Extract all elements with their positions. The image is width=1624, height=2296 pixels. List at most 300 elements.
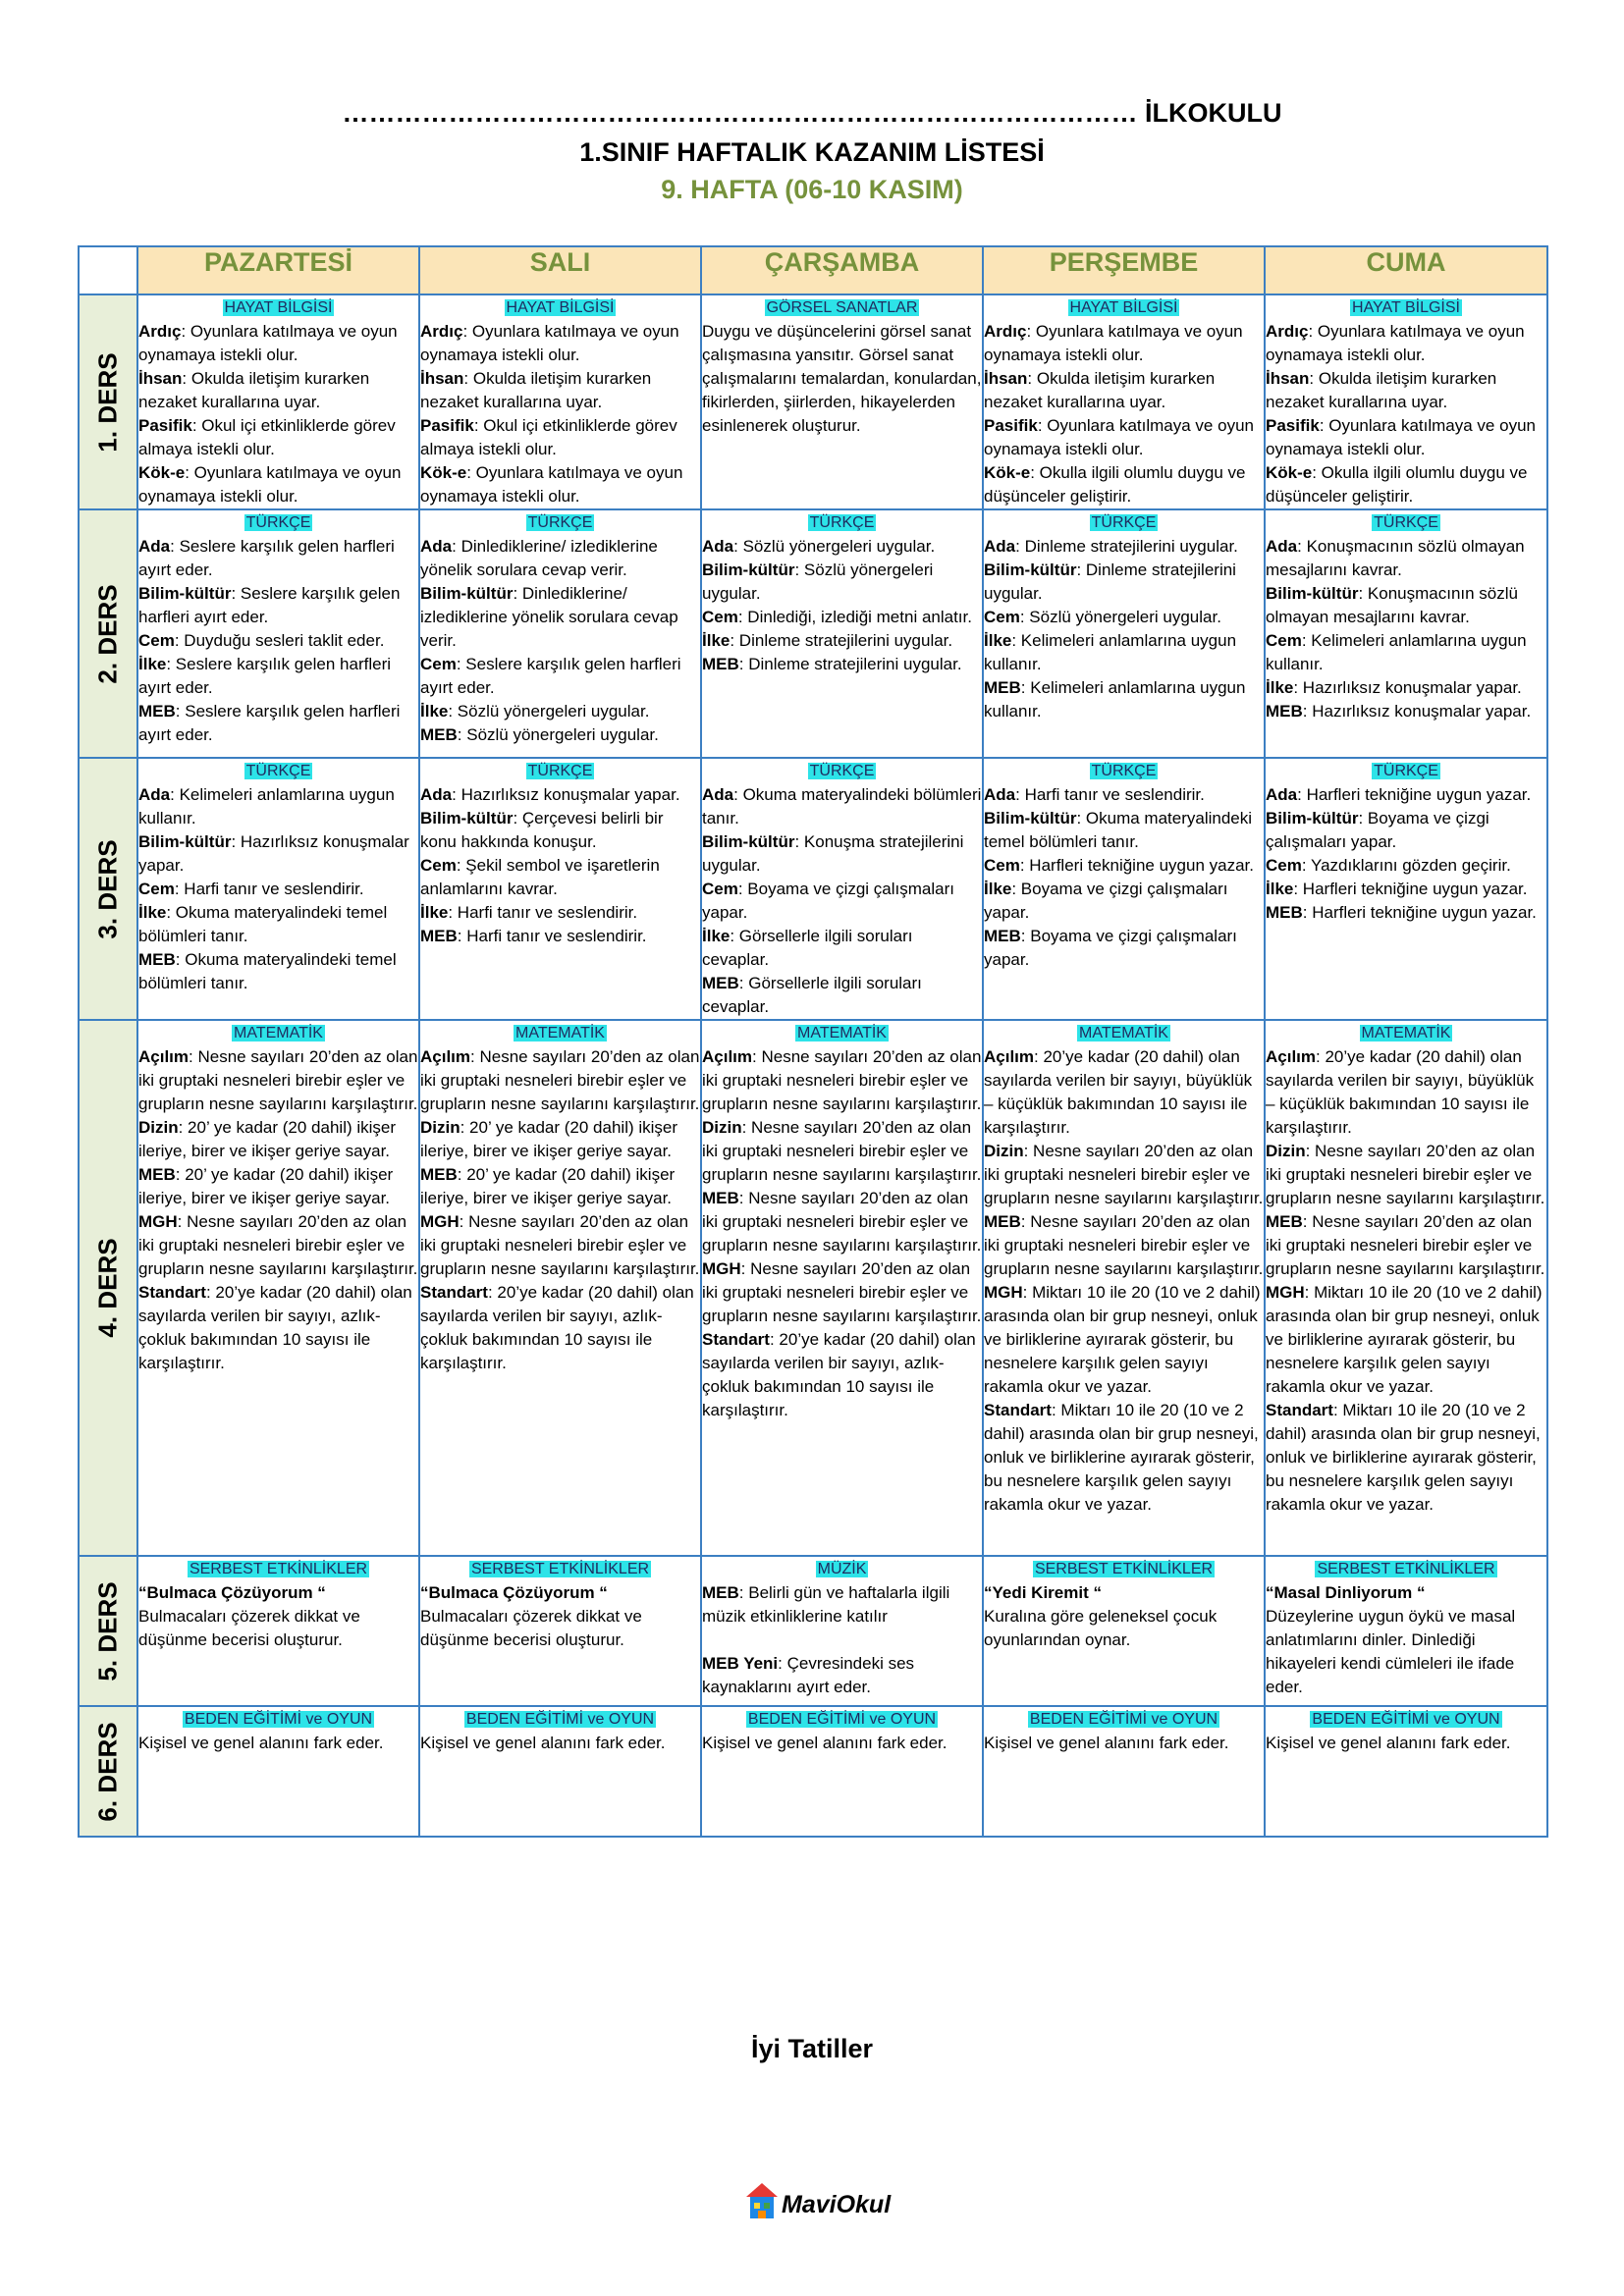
source-key: Ada [984, 785, 1016, 804]
lesson-cell-wednesday [701, 758, 983, 1020]
outcome-item [138, 367, 418, 414]
lesson-row [79, 294, 1547, 509]
source-key: Dizin [1266, 1142, 1306, 1160]
outcome-item [1266, 1210, 1546, 1281]
subject-heading [420, 1557, 700, 1581]
lesson-cell-tuesday [419, 509, 701, 758]
subject-label: TÜRKÇE [1374, 763, 1438, 779]
outcome-item [984, 1281, 1264, 1399]
outcome-item [702, 925, 982, 972]
outcome-item [702, 629, 982, 653]
source-key: Ardıç [138, 322, 182, 341]
lesson-cell-friday [1265, 1706, 1547, 1837]
outcome-text: : Harfleri tekniğine uygun yazar. [1302, 903, 1537, 922]
outcome-text: : 20’ ye kadar (20 dahil) ikişer ileriye, birer ve ikişer geriye sayar. [138, 1165, 394, 1207]
outcome-text: : Hazırlıksız konuşmalar yapar. [138, 832, 409, 875]
source-key: Pasifik [984, 416, 1038, 435]
lesson-cell-wednesday [701, 1556, 983, 1706]
outcome-text: : Harfi tanır ve seslendirir. [174, 880, 364, 898]
subject-label: TÜRKÇE [1091, 763, 1157, 779]
outcome-text: : Çevresindeki ses kaynaklarını ayırt eder. [702, 1654, 915, 1696]
outcome-text: : Nesne sayıları 20’den az olan iki gruptaki nesneleri birebir eşler ve grupların nesne sayılarını karşılaştırır. [138, 1047, 418, 1113]
source-key: Kök-e [1266, 463, 1313, 482]
lesson-label-text: 2. DERS [92, 583, 123, 684]
lesson-label [79, 758, 137, 1020]
subject-heading [138, 759, 418, 783]
subject-heading [702, 510, 982, 535]
lesson-cell-friday [1265, 509, 1547, 758]
page-title: 1.SINIF HAFTALIK KAZANIM LİSTESİ [579, 137, 1045, 167]
outcome-text: : Seslere karşılık gelen harfleri ayırt eder. [138, 655, 392, 697]
outcome-text: : Sözlü yönergeleri uygular. [733, 537, 936, 556]
source-key: Açılım [984, 1047, 1035, 1066]
outcome-text: : 20’ye kadar (20 dahil) olan sayılarda verilen bir sayıyı, azlık-çokluk bakımından 10 sayısı ile karşılaştırır. [138, 1283, 412, 1372]
subject-label: BEDEN EĞİTİMİ ve OYUN [184, 1711, 373, 1728]
logo-text: MaviOkul [782, 2191, 892, 2218]
subject-label: TÜRKÇE [1091, 514, 1157, 531]
subject-heading [984, 510, 1264, 535]
outcome-item [138, 1581, 418, 1605]
source-key: MEB [138, 1165, 176, 1184]
outcome-item [1266, 676, 1546, 700]
outcome-text: : Nesne sayıları 20’den az olan iki gruptaki nesneleri birebir eşler ve grupların nesne sayılarını karşılaştırır. [984, 1212, 1264, 1278]
source-key: MEB [984, 1212, 1021, 1231]
outcome-text: : Oyunlara katılmaya ve oyun oynamaya istekli olur. [1266, 416, 1536, 458]
outcome-item [138, 461, 418, 508]
subject-heading [420, 1021, 700, 1045]
outcome-text: Düzeylerine uygun öykü ve masal anlatımlarını dinler. Dinlediği hikayeleri kendi cümleleri ile ifade eder. [1266, 1607, 1516, 1696]
subject-heading [1266, 510, 1546, 535]
outcome-item [420, 1163, 700, 1210]
subject-label: MATEMATİK [234, 1025, 323, 1041]
lesson-label-text: 1. DERS [92, 351, 123, 453]
outcome-text: : Kelimeleri anlamlarına uygun kullanır. [1266, 631, 1527, 673]
lesson-cell-tuesday [419, 294, 701, 509]
outcome-text: : Oyunlara katılmaya ve oyun oynamaya istekli olur. [420, 322, 679, 364]
outcome-text: : Okuma materyalindeki bölümleri tanır. [702, 785, 982, 828]
outcome-item [702, 830, 982, 878]
source-key: Dizin [420, 1118, 460, 1137]
outcome-text: : Harfi tanır ve seslendirir. [1015, 785, 1205, 804]
source-key: Bilim-kültür [420, 809, 514, 828]
subject-heading [420, 759, 700, 783]
outcome-item [138, 320, 418, 367]
outcome-item [138, 1163, 418, 1210]
outcome-text: Kişisel ve genel alanını fark eder. [138, 1734, 384, 1752]
outcome-text: : Dinleme stratejilerini uygular. [1015, 537, 1238, 556]
outcome-text: : Boyama ve çizgi çalışmaları yapar. [984, 927, 1237, 969]
outcome-item [702, 878, 982, 925]
source-key: MEB [1266, 903, 1303, 922]
outcome-text: : Kelimeleri anlamlarına uygun kullanır. [984, 631, 1237, 673]
outcome-text: : Belirli gün ve haftalarla ilgili müzik etkinliklerine katılır [702, 1583, 950, 1626]
lesson-cell-tuesday [419, 1706, 701, 1837]
source-key: Bilim-kültür [1266, 809, 1359, 828]
source-key: Bilim-kültür [1266, 584, 1359, 603]
outcome-item [984, 559, 1264, 606]
subject-label: MATEMATİK [1079, 1025, 1168, 1041]
outcome-text: : Miktarı 10 ile 20 (10 ve 2 dahil) arasında olan bir grup nesneyi, onluk ve birliklerine ayırarak gösterir, bu nesnelere karşılık gelen sayıyı rakamla okur ve yazar. [984, 1283, 1261, 1396]
subject-heading [702, 759, 982, 783]
subject-label: BEDEN EĞİTİMİ ve OYUN [1029, 1711, 1218, 1728]
outcome-item [984, 1140, 1264, 1210]
outcome-item [138, 948, 418, 995]
source-key: MGH [702, 1259, 741, 1278]
outcome-item [420, 854, 700, 901]
source-key: MEB [420, 927, 458, 945]
outcome-text: : Sözlü yönergeleri uygular. [457, 725, 659, 744]
outcome-text: : Harfleri tekniğine uygun yazar. [1019, 856, 1254, 875]
source-key: Ardıç [984, 322, 1027, 341]
source-key: Standart [702, 1330, 770, 1349]
day-header-thursday: PERŞEMBE [983, 246, 1265, 294]
lesson-cell-thursday [983, 1706, 1265, 1837]
outcome-item [1266, 700, 1546, 723]
outcome-item [138, 653, 418, 700]
source-key: Ada [1266, 537, 1298, 556]
subject-label: BEDEN EĞİTİMİ ve OYUN [465, 1711, 655, 1728]
outcome-item [1266, 901, 1546, 925]
outcome-item [420, 653, 700, 700]
lesson-row [79, 1706, 1547, 1837]
outcome-text: : Duyduğu sesleri taklit eder. [174, 631, 385, 650]
outcome-item [984, 925, 1264, 972]
source-key: Ada [984, 537, 1016, 556]
outcome-item [1266, 807, 1546, 854]
source-key: MEB [420, 1165, 458, 1184]
source-key: Dizin [138, 1118, 179, 1137]
source-key: Ada [138, 785, 171, 804]
outcome-text: : Nesne sayıları 20’den az olan iki gruptaki nesneleri birebir eşler ve grupların nesne sayılarını karşılaştırır. [702, 1047, 982, 1113]
lesson-cell-wednesday [701, 1706, 983, 1837]
subject-heading [702, 1021, 982, 1045]
lesson-label-text: 5. DERS [92, 1580, 123, 1682]
outcome-item [984, 1210, 1264, 1281]
source-key: Standart [138, 1283, 206, 1302]
outcome-text: : Harfleri tekniğine uygun yazar. [1293, 880, 1528, 898]
outcome-item [1266, 854, 1546, 878]
outcome-item [420, 1045, 700, 1116]
outcome-text: : Sözlü yönergeleri uygular. [1019, 608, 1221, 626]
outcome-text: : Okulla ilgili olumlu duygu ve düşünceler geliştirir. [1266, 463, 1528, 506]
outcome-text: : Okuma materyalindeki temel bölümleri tanır. [138, 950, 397, 992]
outcome-text: : Okul içi etkinliklerde görev almaya istekli olur. [138, 416, 396, 458]
outcome-item [984, 878, 1264, 925]
subject-label: HAYAT BİLGİSİ [1352, 299, 1460, 316]
source-key: MGH [420, 1212, 460, 1231]
lesson-cell-friday [1265, 758, 1547, 1020]
source-key: Açılım [1266, 1047, 1317, 1066]
source-key: MEB [1266, 702, 1303, 721]
outcome-text: : Seslere karşılık gelen harfleri ayırt eder. [138, 584, 401, 626]
outcome-text: : Boyama ve çizgi çalışmaları yapar. [984, 880, 1228, 922]
outcome-text: Kişisel ve genel alanını fark eder. [1266, 1734, 1511, 1752]
source-key: Bilim-kültür [984, 809, 1077, 828]
lesson-label-text: 4. DERS [92, 1238, 123, 1338]
source-key: İlke [984, 880, 1012, 898]
outcome-text: : 20’ye kadar (20 dahil) olan sayılarda verilen bir sayıyı, büyüklük – küçüklük bakımından 10 sayısı ile karşılaştırır. [1266, 1047, 1535, 1137]
source-key: İlke [702, 631, 731, 650]
subject-heading [984, 759, 1264, 783]
source-key: MEB [984, 927, 1021, 945]
subject-label: BEDEN EĞİTİMİ ve OYUN [1312, 1711, 1500, 1728]
source-key: Cem [420, 655, 457, 673]
outcome-item [984, 629, 1264, 676]
outcome-item [984, 1732, 1264, 1755]
lesson-label [79, 1020, 137, 1556]
outcome-text: : Nesne sayıları 20’den az olan iki gruptaki nesneleri birebir eşler ve grupların nesne sayılarını karşılaştırır. [702, 1189, 982, 1255]
subject-label: TÜRKÇE [1374, 514, 1438, 531]
day-header-friday: CUMA [1265, 246, 1547, 294]
outcome-text: : Hazırlıksız konuşmalar yapar. [1293, 678, 1522, 697]
source-key: Bilim-kültür [138, 832, 232, 851]
outcome-item [1266, 878, 1546, 901]
outcome-item [420, 582, 700, 653]
source-key: Cem [984, 608, 1020, 626]
outcome-item [984, 606, 1264, 629]
subject-label: MÜZİK [817, 1561, 867, 1577]
activity-title: “Masal Dinliyorum “ [1266, 1583, 1426, 1602]
activity-title: “Yedi Kiremit “ [984, 1583, 1102, 1602]
outcome-text: Bulmacaları çözerek dikkat ve düşünme becerisi oluşturur. [138, 1607, 360, 1649]
lesson-cell-monday [137, 758, 419, 1020]
subject-label: SERBEST ETKİNLİKLER [1034, 1561, 1214, 1577]
outcome-text: : Boyama ve çizgi çalışmaları yapar. [702, 880, 954, 922]
source-key: Kök-e [138, 463, 186, 482]
source-key: Bilim-kültür [420, 584, 514, 603]
source-key: MEB [984, 678, 1021, 697]
outcome-item [138, 1732, 418, 1755]
source-key: Cem [420, 856, 457, 875]
source-key: İlke [420, 702, 449, 721]
source-key: Açılım [702, 1047, 753, 1066]
weekly-plan-table [78, 245, 1548, 1838]
subject-heading [420, 295, 700, 320]
outcome-item [984, 320, 1264, 367]
outcome-text: : Boyama ve çizgi çalışmaları yapar. [1266, 809, 1489, 851]
day-header-row [79, 246, 1547, 294]
subject-label: TÜRKÇE [245, 514, 311, 531]
outcome-item [984, 414, 1264, 461]
subject-label: TÜRKÇE [809, 763, 875, 779]
outcome-item [1266, 582, 1546, 629]
subject-label: SERBEST ETKİNLİKLER [1317, 1561, 1495, 1577]
subject-label: TÜRKÇE [527, 763, 593, 779]
lesson-cell-monday [137, 1556, 419, 1706]
lesson-row [79, 758, 1547, 1020]
outcome-text: : Harfleri tekniğine uygun yazar. [1297, 785, 1532, 804]
lesson-cell-thursday [983, 1020, 1265, 1556]
subject-heading [138, 1557, 418, 1581]
subject-label: TÜRKÇE [245, 763, 311, 779]
outcome-item [420, 367, 700, 414]
source-key: Dizin [984, 1142, 1024, 1160]
outcome-text: : Oyunlara katılmaya ve oyun oynamaya istekli olur. [138, 463, 402, 506]
source-key: MEB Yeni [702, 1654, 779, 1673]
outcome-item [420, 1210, 700, 1281]
outcome-item [138, 1605, 418, 1652]
outcome-text: : Konuşma stratejilerini uygular. [702, 832, 964, 875]
outcome-item [984, 535, 1264, 559]
outcome-item [138, 629, 418, 653]
source-key: İhsan [984, 369, 1028, 388]
source-key: İlke [1266, 678, 1294, 697]
subject-heading [1266, 759, 1546, 783]
outcome-item [1266, 535, 1546, 582]
outcome-item [138, 1210, 418, 1281]
outcome-item [1266, 1045, 1546, 1140]
subject-heading [702, 1707, 982, 1732]
outcome-item [1266, 1281, 1546, 1399]
outcome-text: : 20’ ye kadar (20 dahil) ikişer ileriye, birer ve ikişer geriye sayar. [420, 1165, 676, 1207]
outcome-item [702, 1732, 982, 1755]
outcome-text: : Yazdıklarını gözden geçirir. [1301, 856, 1511, 875]
outcome-text: : Seslere karşılık gelen harfleri ayırt eder. [138, 537, 395, 579]
outcome-item [984, 1045, 1264, 1140]
outcome-item [420, 700, 700, 723]
source-key: Pasifik [1266, 416, 1320, 435]
outcome-item [138, 1116, 418, 1163]
source-key: MEB [138, 950, 176, 969]
outcome-text: : Kelimeleri anlamlarına uygun kullanır. [984, 678, 1246, 721]
outcome-text: Kişisel ve genel alanını fark eder. [702, 1734, 947, 1752]
source-key: Ardıç [1266, 322, 1309, 341]
source-key: İlke [138, 903, 167, 922]
lesson-cell-friday [1265, 1556, 1547, 1706]
outcome-text: : Harfi tanır ve seslendirir. [457, 927, 647, 945]
outcome-item [138, 830, 418, 878]
outcome-text: : Okulda iletişim kurarken nezaket kurallarına uyar. [420, 369, 652, 411]
lesson-label [79, 1556, 137, 1706]
outcome-text: : Dinleme stratejilerini uygular. [738, 655, 962, 673]
source-key: Standart [420, 1283, 488, 1302]
outcome-item [1266, 629, 1546, 676]
subject-heading [138, 295, 418, 320]
lesson-cell-friday [1265, 294, 1547, 509]
subject-heading [138, 510, 418, 535]
outcome-item [138, 535, 418, 582]
outcome-item [1266, 1399, 1546, 1517]
outcome-text: : Miktarı 10 ile 20 (10 ve 2 dahil) arasında olan bir grup nesneyi, onluk ve birliklerine ayırarak gösterir, bu nesnelere karşılık gelen sayıyı rakamla okur ve yazar. [984, 1401, 1259, 1514]
outcome-item [702, 1328, 982, 1422]
source-key: Kök-e [420, 463, 467, 482]
outcome-text: : Okul içi etkinliklerde görev almaya istekli olur. [420, 416, 677, 458]
source-key: İlke [702, 927, 731, 945]
outcome-item [420, 1605, 700, 1652]
lesson-row [79, 1556, 1547, 1706]
outcome-item [420, 1116, 700, 1163]
subject-label: MATEMATİK [515, 1025, 605, 1041]
subject-heading [984, 295, 1264, 320]
source-key: Cem [1266, 856, 1302, 875]
outcome-item [138, 878, 418, 901]
subject-heading [1266, 1557, 1546, 1581]
lesson-label-text: 3. DERS [92, 838, 123, 939]
outcome-text: : Konuşmacının sözlü olmayan mesajlarını kavrar. [1266, 537, 1525, 579]
outcome-text: : Dinlediği, izlediği metni anlatır. [737, 608, 972, 626]
outcome-item [420, 1281, 700, 1375]
outcome-text: : Nesne sayıları 20’den az olan iki gruptaki nesneleri birebir eşler ve grupların nesne sayılarını karşılaştırır. [1266, 1142, 1545, 1207]
outcome-text: : Oyunlara katılmaya ve oyun oynamaya istekli olur. [420, 463, 683, 506]
source-key: İlke [984, 631, 1012, 650]
outcome-item [702, 320, 982, 438]
lesson-cell-thursday [983, 758, 1265, 1020]
lesson-cell-monday [137, 1706, 419, 1837]
outcome-item [984, 1399, 1264, 1517]
outcome-item [138, 1045, 418, 1116]
outcome-item [1266, 1140, 1546, 1210]
source-key: Bilim-kültür [984, 561, 1077, 579]
outcome-item [420, 723, 700, 747]
subject-heading [420, 510, 700, 535]
source-key: MEB [420, 725, 458, 744]
source-key: İlke [1266, 880, 1294, 898]
subject-label: MATEMATİK [1361, 1025, 1451, 1041]
outcome-item [702, 606, 982, 629]
source-key: Standart [1266, 1401, 1333, 1419]
source-key: MEB [1266, 1212, 1303, 1231]
outcome-text: : Sözlü yönergeleri uygular. [448, 702, 650, 721]
lesson-cell-friday [1265, 1020, 1547, 1556]
lesson-row [79, 1020, 1547, 1556]
outcome-item [1266, 783, 1546, 807]
outcome-item [984, 676, 1264, 723]
day-header-monday: PAZARTESİ [137, 246, 419, 294]
outcome-item [984, 807, 1264, 854]
subject-label: TÜRKÇE [809, 514, 875, 531]
outcome-text: : Oyunlara katılmaya ve oyun oynamaya istekli olur. [984, 416, 1254, 458]
source-key: MEB [702, 974, 739, 992]
activity-title: “Bulmaca Çözüyorum “ [420, 1583, 608, 1602]
outcome-item [1266, 1581, 1546, 1605]
lesson-cell-monday [137, 509, 419, 758]
source-key: Ada [702, 537, 734, 556]
lesson-cell-thursday [983, 294, 1265, 509]
subject-heading [1266, 1021, 1546, 1045]
outcome-text: : Görsellerle ilgili soruları cevaplar. [702, 927, 913, 969]
outcome-text: : Sözlü yönergeleri uygular. [702, 561, 934, 603]
source-key: Ada [702, 785, 734, 804]
outcome-text: Kişisel ve genel alanını fark eder. [984, 1734, 1229, 1752]
lesson-cell-thursday [983, 509, 1265, 758]
outcome-text: : Çerçevesi belirli bir konu hakkında konuşur. [420, 809, 664, 851]
outcome-item [984, 854, 1264, 878]
outcome-item [138, 901, 418, 948]
source-key: Pasifik [420, 416, 474, 435]
lesson-cell-tuesday [419, 758, 701, 1020]
outcome-text: : Görsellerle ilgili soruları cevaplar. [702, 974, 922, 1016]
subject-label: BEDEN EĞİTİMİ ve OYUN [747, 1711, 937, 1728]
outcome-text: : Hazırlıksız konuşmalar yapar. [1302, 702, 1532, 721]
subject-heading [984, 1557, 1264, 1581]
outcome-item [702, 1116, 982, 1187]
source-key: İlke [138, 655, 167, 673]
outcome-text: : Dinleme stratejilerini uygular. [984, 561, 1236, 603]
source-key: MGH [138, 1212, 178, 1231]
maviokul-logo [742, 2177, 899, 2222]
subject-label: MATEMATİK [797, 1025, 887, 1041]
outcome-text: : Kelimeleri anlamlarına uygun kullanır. [138, 785, 395, 828]
outcome-text: : Okuma materyalindeki temel bölümleri tanır. [138, 903, 388, 945]
outcome-item [702, 1187, 982, 1257]
source-key: Dizin [702, 1118, 742, 1137]
school-name: ……………………………………………………………………………… İLKOKULU [342, 98, 1282, 128]
lesson-label [79, 1706, 137, 1837]
outcome-item [984, 783, 1264, 807]
day-header-tuesday: SALI [419, 246, 701, 294]
subject-heading [702, 1557, 982, 1581]
subject-label: HAYAT BİLGİSİ [506, 299, 615, 316]
